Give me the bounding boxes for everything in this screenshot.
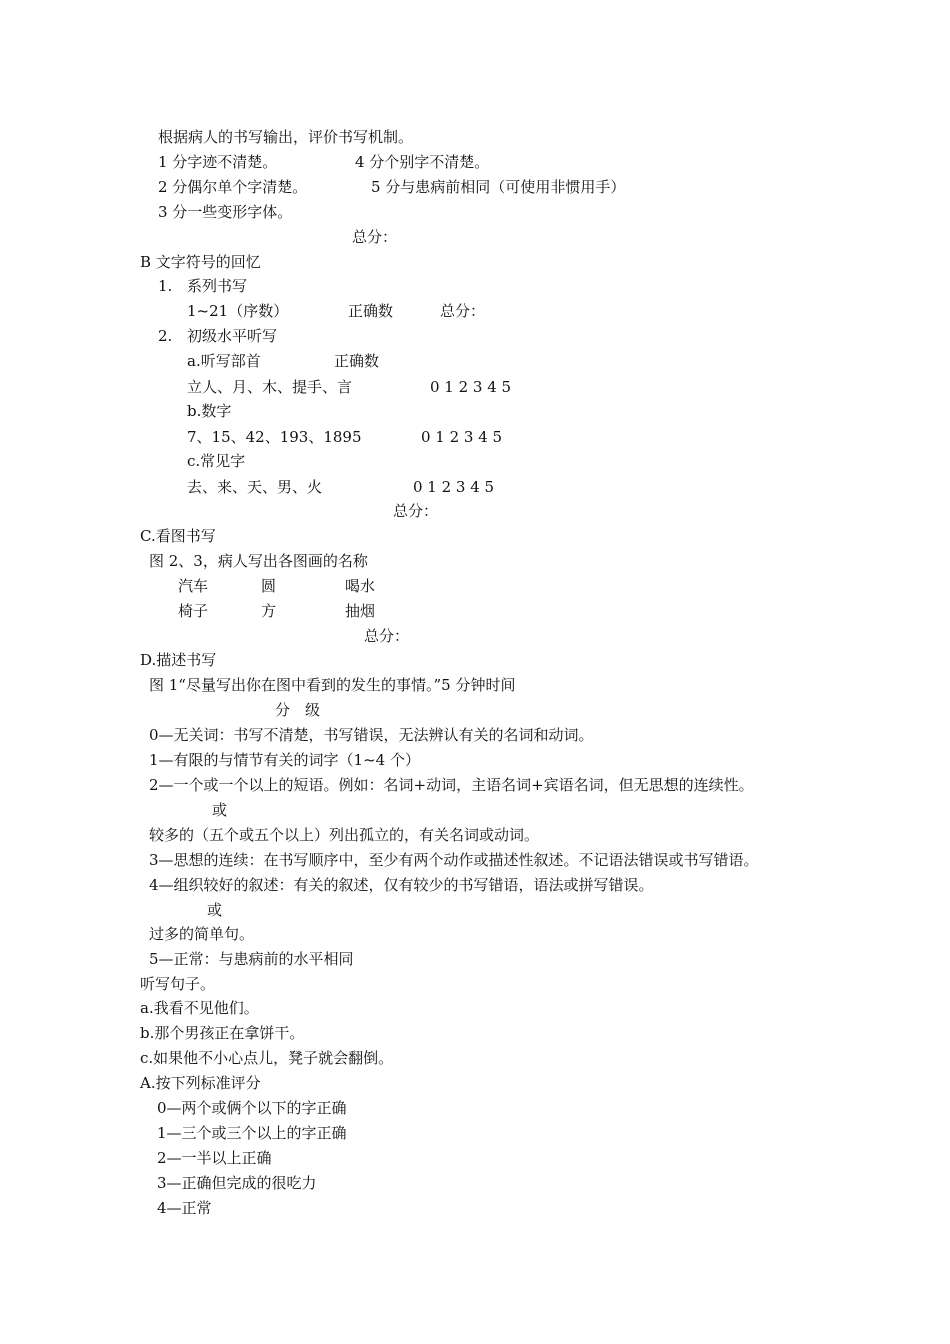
grade-2: 2—一个或一个以上的短语。例如：名词+动词，主语名词+宾语名词，但无思想的连续性。	[149, 776, 754, 794]
section-d-title: D.描述书写	[140, 651, 217, 669]
c-word-drink: 喝水	[345, 577, 376, 595]
b-b-scale: 0 1 2 3 4 5	[421, 428, 503, 446]
b-c-title: c.常见字	[187, 452, 246, 470]
b-a-correct-label: 正确数	[334, 352, 380, 370]
b-b-title: b.数字	[187, 402, 232, 420]
mechanism-score-5: 5 分与患病前相同（可使用非惯用手）	[371, 178, 626, 196]
c-word-square: 方	[261, 602, 277, 620]
dictation-c: c.如果他不小心点儿，凳子就会翻倒。	[140, 1049, 394, 1067]
scoring-0: 0—两个或俩个以下的字正确	[157, 1099, 347, 1117]
section-c-total: 总分：	[364, 627, 410, 645]
section-c-title: C.看图书写	[140, 527, 216, 545]
scoring-3: 3—正确但完成的很吃力	[157, 1174, 317, 1192]
grade-3: 3—思想的连续：在书写顺序中，至少有两个动作或描述性叙述。不记语法错误或书写错语。	[149, 851, 759, 869]
dictation-b: b.那个男孩正在拿饼干。	[140, 1024, 305, 1042]
c-word-chair: 椅子	[178, 602, 209, 620]
grade-4: 4—组织较好的叙述：有关的叙述，仅有较少的书写错语，语法或拼写错误。	[149, 876, 654, 894]
scoring-4: 4—正常	[157, 1199, 212, 1217]
b-item1-correct-label: 正确数	[348, 302, 394, 320]
grade-2-alternative: 较多的（五个或五个以上）列出孤立的，有关名词或动词。	[149, 826, 540, 844]
grade-1: 1—有限的与情节有关的词字（1~4 个）	[149, 751, 420, 769]
grade-0: 0—无关词：书写不清楚，书写错误，无法辨认有关的名词和动词。	[149, 726, 594, 744]
b-item1-total-label: 总分：	[440, 302, 486, 320]
mechanism-score-4: 4 分个别字不清楚。	[355, 153, 490, 171]
b-a-scale: 0 1 2 3 4 5	[430, 378, 512, 396]
c-word-smoke: 抽烟	[345, 602, 376, 620]
b-item2-title: 初级水平听写	[187, 327, 278, 345]
mechanism-score-1: 1 分字迹不清楚。	[158, 153, 278, 171]
b-item2-number: 2.	[158, 327, 173, 345]
scoring-1: 1—三个或三个以上的字正确	[157, 1124, 347, 1142]
grade-4-or: 或	[207, 901, 223, 919]
section-c-instruction: 图 2、3，病人写出各图画的名称	[149, 552, 368, 570]
b-item1-number: 1.	[158, 277, 173, 295]
c-word-circle: 圆	[261, 577, 277, 595]
b-a-items: 立人、月、木、提手、言	[187, 378, 353, 396]
b-item1-sequence: 1~21（序数）	[187, 302, 289, 320]
section-d-instruction: 图 1“尽量写出你在图中看到的发生的事情。”5 分钟时间	[149, 676, 516, 694]
b-c-items: 去、来、天、男、火	[187, 478, 323, 496]
section-b-title: B 文字符号的回忆	[140, 253, 261, 271]
mechanism-score-2: 2 分偶尔单个字清楚。	[158, 178, 308, 196]
dictation-title: 听写句子。	[140, 975, 216, 993]
mechanism-intro: 根据病人的书写输出，评价书写机制。	[158, 128, 414, 146]
section-b-total: 总分：	[393, 502, 439, 520]
scoring-2: 2—一半以上正确	[157, 1149, 272, 1167]
b-c-scale: 0 1 2 3 4 5	[413, 478, 495, 496]
mechanism-score-3: 3 分一些变形字体。	[158, 203, 293, 221]
b-b-items: 7、15、42、193、1895	[187, 428, 362, 446]
grade-2-or: 或	[212, 801, 228, 819]
b-item1-title: 系列书写	[187, 277, 248, 295]
c-word-car: 汽车	[178, 577, 209, 595]
mechanism-total: 总分：	[352, 228, 398, 246]
dictation-a: a.我看不见他们。	[140, 999, 259, 1017]
b-a-title: a.听写部首	[187, 352, 261, 370]
grade-5: 5—正常：与患病前的水平相同	[149, 950, 354, 968]
scoring-title: A.按下列标准评分	[140, 1074, 261, 1092]
grade-header: 分 级	[275, 701, 321, 719]
grade-4-alternative: 过多的简单句。	[149, 925, 255, 943]
